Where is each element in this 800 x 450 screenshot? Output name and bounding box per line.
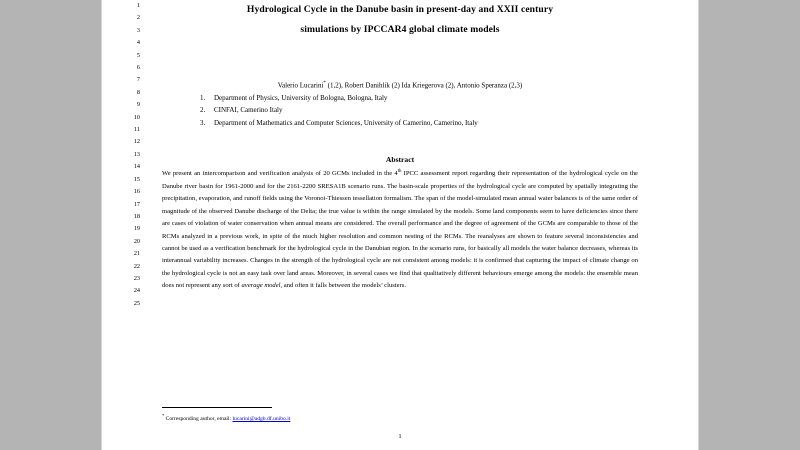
title-block [162,0,638,40]
line-number: 24 [133,287,140,295]
line-number: 6 [136,64,140,72]
line-number: 23 [133,274,140,282]
line-number: 22 [133,262,140,270]
author-rest: (1,2), Robert Danihlik (2) Ida Kriegerova (2), Antonio Speranza (2,3) [325,81,523,90]
paper-content [162,0,638,293]
affiliation-text: CINFAI, Camerino Italy [214,106,283,115]
line-number: 16 [133,188,140,196]
page-title [162,0,638,40]
line-number: 5 [136,51,140,59]
line-number: 13 [133,150,140,158]
line-number: 8 [136,88,140,96]
footnote-email-link[interactable]: lucarini@adgb.df.unibo.it [232,416,291,422]
list-item [200,92,638,104]
line-number: 17 [133,200,140,208]
line-number: 20 [133,237,140,245]
abstract-part-3: , and often it falls between the models’ clusters. [280,282,406,290]
affiliation-list [162,92,638,129]
affiliation-number: 2. [200,106,206,115]
line-number: 9 [136,101,140,109]
abstract-part-1: We present an intercomparison and verification analysis of 20 GCMs included in the 4 [162,170,398,178]
abstract-text [162,166,638,292]
abstract-part-2: IPCC assessment report regarding their representation of the hydrological cycle on the Danube river basin for 1961-2000 and for the 2161-2200 SRESA1B scenario runs. The basin-scale properties of the hydrological cycle are computed by spatially integrating the precipitation, evaporation, and runoff fields using the Voronoi-Thiessen tessellation formalism. The span of the model-simulated mean annual water balances is of the same order of magnitude of the observed Danube discharge of the Delta; the true value is within the range simulated by the models. Some land components seem to have deficiencies since there are cases of violation of water conservation when annual means are considered. The overall performance and the degree of agreement of the GCMs are comparable to those of the RCMs analyzed in a previous work, in spite of the much higher resolution and common nesting of the RCMs. The reanalyses are shown to feature several inconsistencies and cannot be used as a verification benchmark for the hydrological cycle in the Danubian region. In the scenario runs, for basically all models the water balance decreases, whereas its interannual variability increases. Changes in the strength of the hydrological cycle are not consistent among models: it is confirmed that capturing the impact of climate change on the hydrological cycle is not an easy task over land areas. Moreover, in several cases we find that qualitatively different behaviours emerge among the models: the ensemble mean does not represent any sort of [162,170,638,290]
line-number: 10 [133,113,140,121]
line-number: 14 [133,163,140,171]
author-footnote-marker: * [323,81,326,86]
list-item [200,117,638,129]
line-number: 11 [134,126,140,134]
abstract-italic-phrase: average model [241,282,281,290]
affiliation-number: 1. [200,93,206,102]
author-list [162,78,638,92]
footnote [162,411,290,424]
footnote-text: Corresponding author, email: [164,416,233,422]
affiliation-text: Department of Physics, University of Bologna, Bologna, Italy [214,93,388,102]
author-primary: Valerio Lucarini [277,81,324,90]
abstract-superscript: th [397,169,402,175]
footnote-divider [162,407,272,408]
list-item [200,104,638,116]
line-number: 21 [133,250,140,258]
paper-page [102,0,698,450]
line-number: 12 [133,138,140,146]
line-number: 4 [136,39,140,47]
footnote-marker: * [162,413,165,419]
abstract-heading: Abstract [385,154,415,164]
line-number: 1 [136,2,140,9]
line-number-gutter [118,0,140,310]
title-line-1: Hydrological Cycle in the Danube basin in present-day and XXII century [246,4,554,15]
line-number: 2 [136,14,140,22]
line-number: 3 [136,26,140,34]
line-number: 7 [136,76,140,84]
line-number: 18 [133,212,140,220]
title-line-2: simulations by IPCCAR4 global climate models [300,24,500,35]
line-number: 19 [133,225,140,233]
line-number: 15 [133,175,140,183]
affiliation-number: 3. [200,118,206,127]
affiliation-text: Department of Mathematics and Computer Sciences, University of Camerino, Camerino, Italy [214,118,478,127]
page-number: 1 [398,433,402,440]
line-number: 25 [133,299,140,307]
